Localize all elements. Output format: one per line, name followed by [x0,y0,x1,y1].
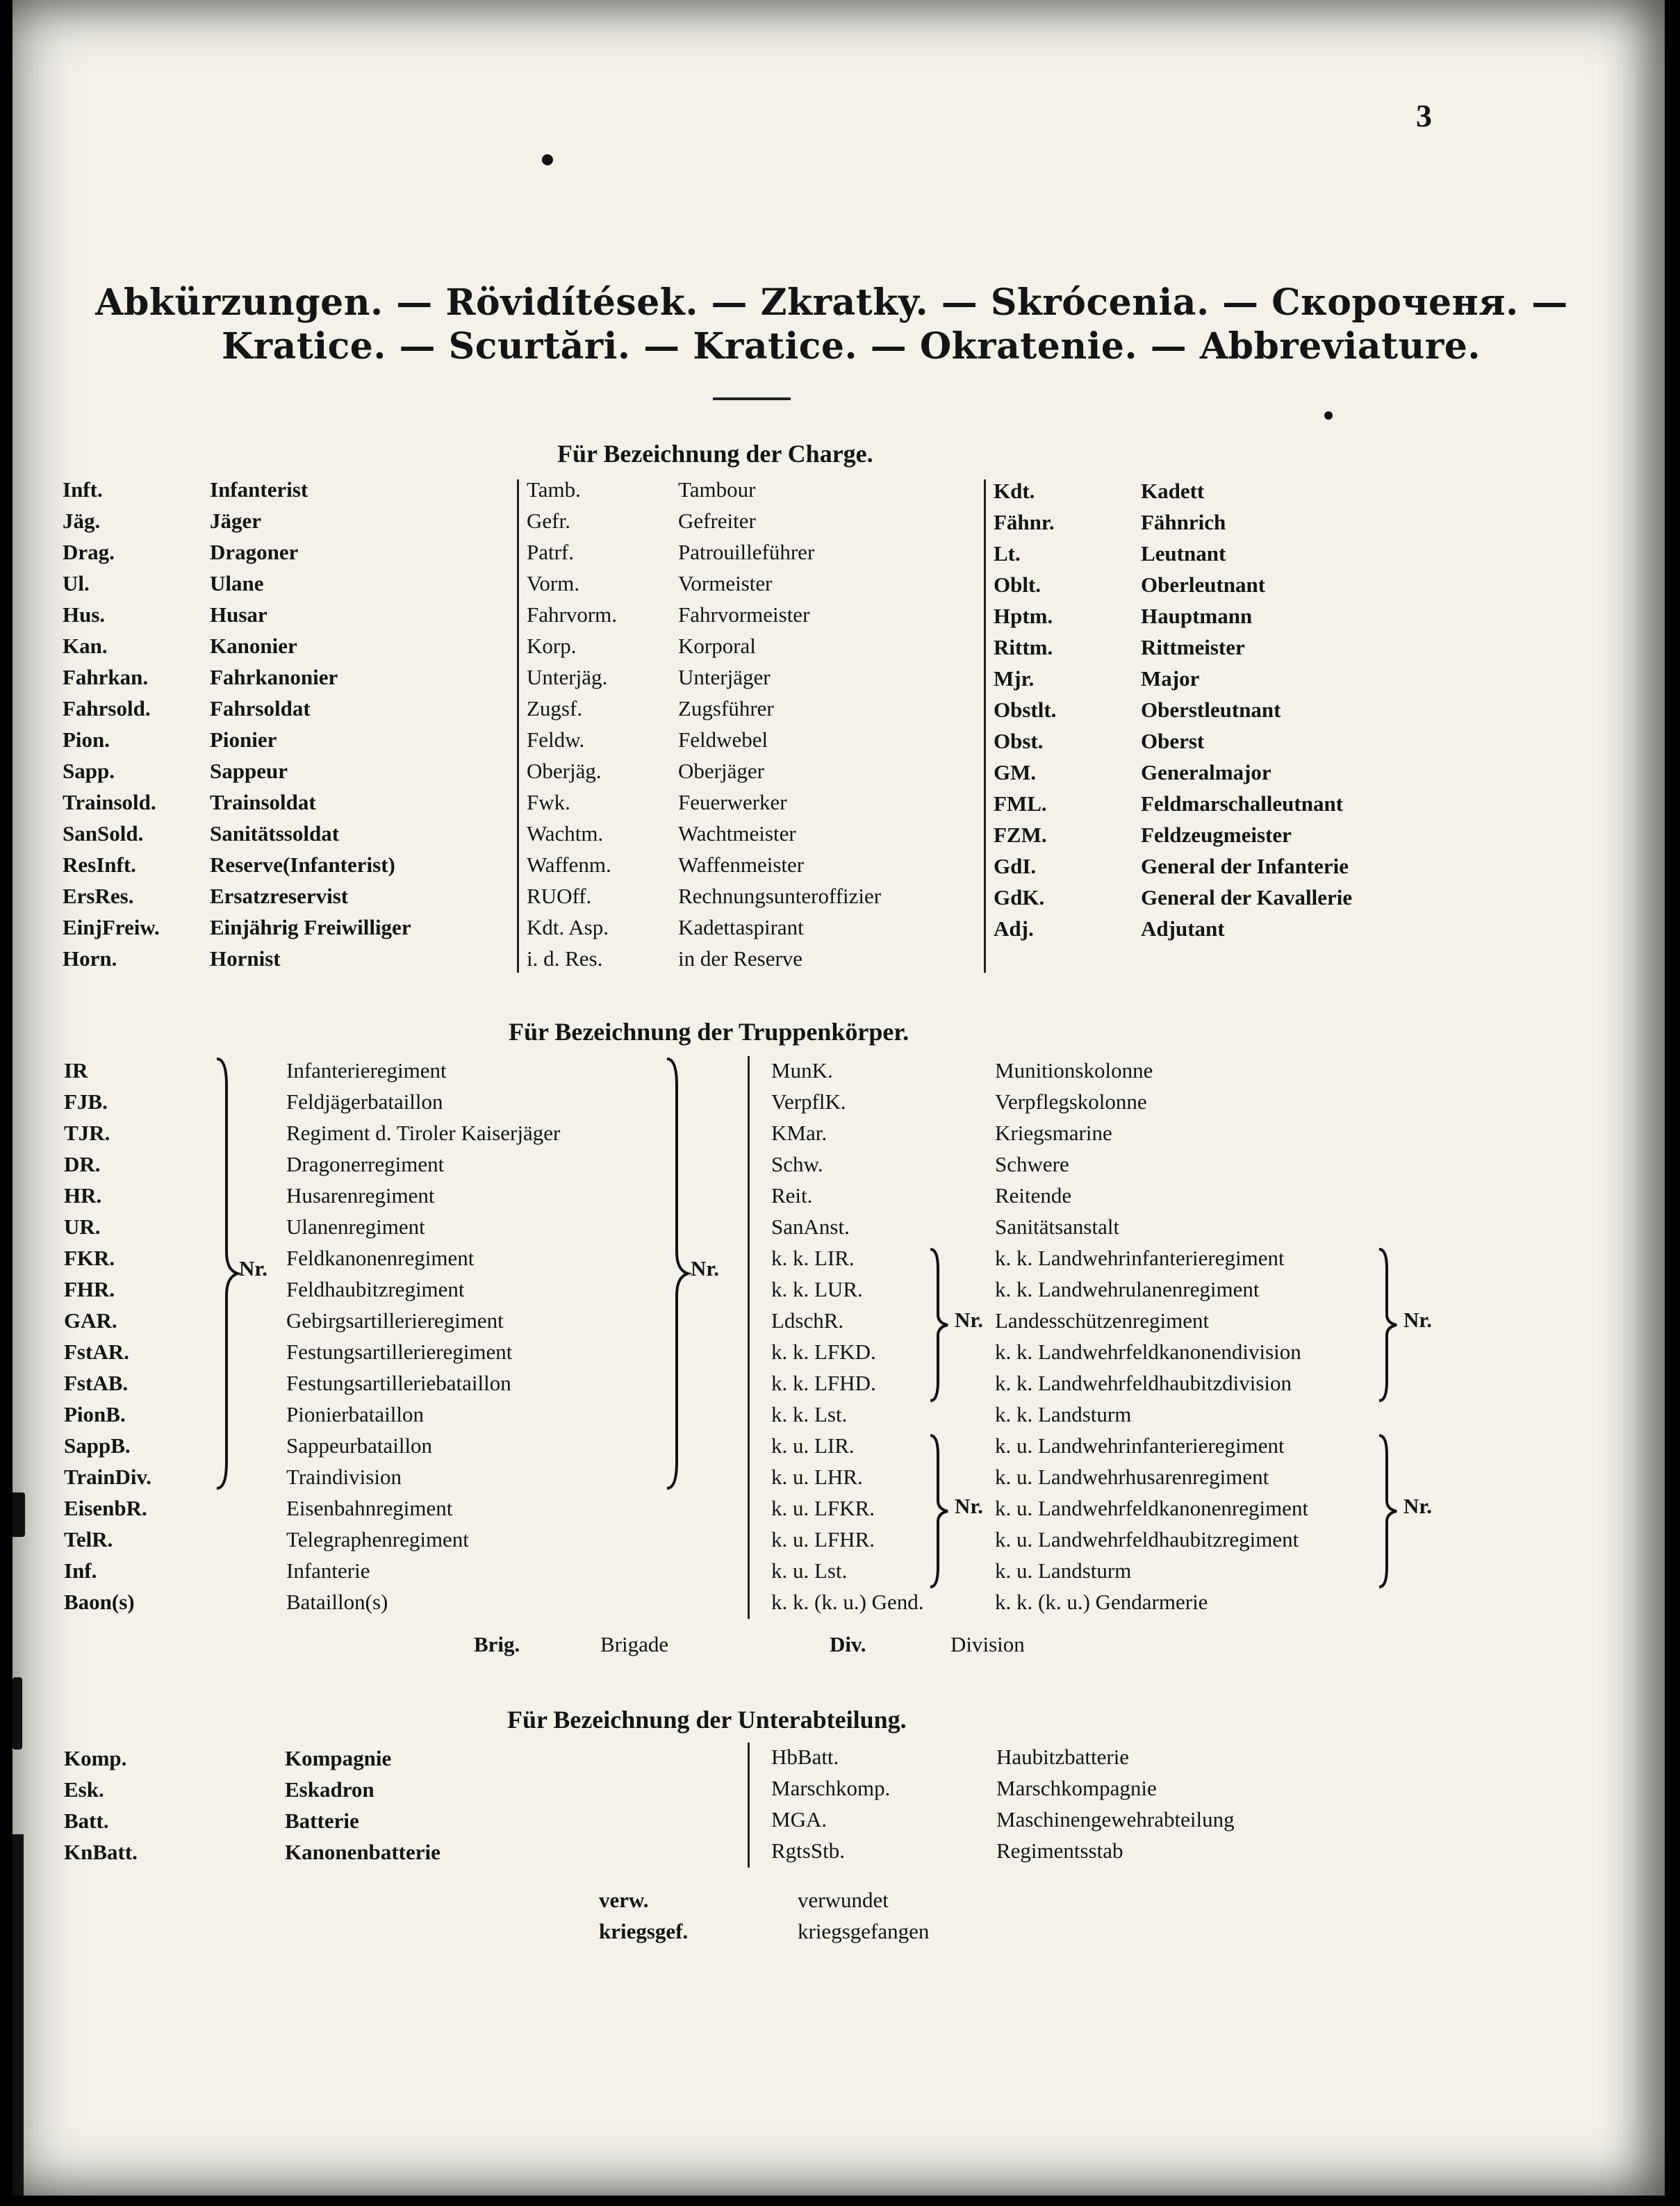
unter-right-abbr: HbBatt. [771,1745,839,1769]
brace-left-group [214,1057,242,1490]
charge-col2-abbr: Fahrvorm. [527,602,618,627]
truppen-right-abbr: k. u. LHR. [771,1465,863,1489]
truppen-left-abbr: HR. [64,1183,102,1208]
charge-col1-meaning: Sappeur [210,759,288,783]
truppen-right-abbr: Reit. [771,1183,813,1208]
truppen-right-abbr: k. k. LFHD. [771,1371,876,1395]
truppen-left-meaning: Festungsartilleriebataillon [286,1371,511,1395]
charge-col1-abbr: EinjFreiw. [63,915,160,939]
truppen-left-abbr: EisenbR. [64,1496,147,1520]
charge-col3-abbr: GM. [994,760,1037,784]
charge-col2-abbr: Unterjäg. [527,665,608,689]
charge-col1-abbr: Drag. [63,540,115,564]
nr-label: Nr. [239,1256,268,1281]
charge-col2-meaning: Vormeister [678,571,773,595]
nr-label: Nr. [691,1256,720,1281]
charge-col3-abbr: Lt. [994,541,1021,566]
charge-col3-meaning: Oberst [1141,729,1205,753]
truppen-right-meaning: k. k. (k. u.) Gendarmerie [995,1590,1208,1614]
charge-col3-abbr: Obst. [994,729,1044,753]
binding-mark [13,1492,25,1537]
truppen-left-meaning: Feldhaubitzregiment [286,1277,465,1301]
brace-ku-group [928,1434,952,1588]
charge-col1-meaning: Dragoner [210,540,299,564]
truppen-right-meaning: Munitionskolonne [995,1058,1153,1083]
charge-col2-meaning: Unterjäger [678,665,771,689]
charge-col2-abbr: Gefr. [527,509,570,533]
truppen-left-abbr: FstAB. [64,1371,129,1395]
truppen-right-abbr: k. k. (k. u.) Gend. [771,1590,924,1614]
truppen-left-abbr: FKR. [64,1246,115,1270]
truppen-right-meaning: k. u. Landwehrhusarenregiment [995,1465,1269,1489]
truppen-right-meaning: Sanitätsanstalt [995,1215,1120,1239]
truppen-right-meaning: k. u. Landsturm [995,1558,1132,1583]
truppen-right-abbr: VerpflK. [771,1089,846,1114]
charge-col1-abbr: Jäg. [63,509,101,533]
nr-label: Nr. [1403,1308,1433,1332]
unter-left-abbr: Batt. [64,1809,109,1833]
charge-col2-meaning: Fahrvormeister [678,602,810,627]
truppen-left-abbr: Inf. [64,1558,97,1583]
charge-col1-abbr: Hus. [63,602,106,627]
charge-col1-meaning: Ersatzreservist [210,884,349,908]
truppen-right-abbr: k. k. LFKD. [771,1340,876,1364]
unter-extra-abbr: verw. [599,1888,649,1912]
unter-right-abbr: RgtsStb. [771,1838,845,1863]
binding-mark [13,1834,24,2196]
unter-extra-meaning: verwundet [798,1888,889,1912]
truppen-left-meaning: Telegraphenregiment [286,1527,469,1551]
unter-right-meaning: Marschkompagnie [996,1776,1157,1800]
nr-label: Nr. [955,1494,984,1518]
document-page [13,0,1665,2196]
unter-extra-abbr: kriegsgef. [599,1919,689,1943]
truppen-right-meaning: Verpflegskolonne [995,1089,1147,1114]
unter-extra-meaning: kriegsgefangen [798,1919,930,1943]
truppen-left-abbr: FstAR. [64,1340,129,1364]
charge-col2-abbr: Zugsf. [527,696,583,721]
truppen-right-abbr: SanAnst. [771,1215,850,1239]
charge-col3-meaning: Fähnrich [1141,510,1226,534]
truppen-left-abbr: TJR. [64,1121,110,1145]
truppen-right-meaning: k. k. Landwehrulanenregiment [995,1277,1260,1301]
unter-left-meaning: Kanonenbatterie [285,1840,440,1864]
truppen-left-abbr: IR [64,1058,88,1083]
charge-col1-meaning: Infanterist [210,477,308,502]
truppen-right-abbr: MunK. [771,1058,833,1083]
truppen-right-meaning: k. k. Landsturm [995,1402,1132,1426]
brace-middle-group [664,1057,692,1490]
truppen-right-abbr: LdschR. [771,1308,844,1333]
charge-col3-abbr: Fähnr. [994,510,1055,534]
truppen-right-abbr: k. u. LIR. [771,1433,855,1458]
charge-col2-meaning: Tambour [678,477,756,502]
charge-col1-meaning: Trainsoldat [210,790,316,814]
title-line-1: Abkürzungen. — Rövidítések. — Zkratky. — Skrócenia. — Скороченя. — [95,281,1568,324]
truppen-left-meaning: Sappeurbataillon [286,1433,433,1458]
charge-col1-meaning: Hornist [210,946,281,971]
charge-col3-meaning: Kadett [1141,479,1205,503]
charge-col1-abbr: SanSold. [63,821,144,846]
ink-speck [1324,411,1333,420]
charge-col2-meaning: Wachtmeister [678,821,796,846]
charge-col2-abbr: Feldw. [527,727,585,752]
charge-col2-abbr: Tamb. [527,477,581,502]
truppen-left-abbr: UR. [64,1215,101,1239]
unter-right-meaning: Haubitzbatterie [996,1745,1130,1769]
charge-col1-meaning: Jäger [210,509,262,533]
charge-col1-meaning: Einjährig Freiwilliger [210,915,411,939]
truppen-left-meaning: Feldkanonenregiment [286,1246,475,1270]
charge-col2-meaning: Waffenmeister [678,853,805,877]
section-heading-charge: Für Bezeichnung der Charge. [557,440,873,468]
charge-col1-abbr: Kan. [63,634,108,658]
truppen-right-abbr: k. u. LFKR. [771,1496,875,1520]
charge-col3-abbr: Rittm. [994,635,1053,659]
charge-col1-meaning: Husar [210,602,267,627]
unter-left-meaning: Eskadron [285,1777,374,1802]
charge-col3-abbr: Mjr. [994,666,1035,691]
charge-col3-meaning: Feldzeugmeister [1141,823,1292,847]
charge-col1-meaning: Reserve(Infanterist) [210,853,395,877]
title-rule [713,397,791,400]
charge-col3-meaning: Oberleutnant [1141,573,1266,597]
truppen-left-meaning: Dragonerregiment [286,1152,445,1176]
charge-col2-abbr: Oberjäg. [527,759,602,783]
nr-label: Nr. [955,1308,984,1332]
truppen-left-meaning: Bataillon(s) [286,1590,388,1614]
truppen-right-abbr: k. u. LFHR. [771,1527,875,1551]
truppen-left-meaning: Infanterie [286,1558,370,1583]
brace-kk-name-group [1377,1248,1401,1402]
charge-col2-meaning: Rechnungsunteroffizier [678,884,882,908]
truppen-right-abbr: KMar. [771,1121,827,1145]
truppen-left-meaning: Traindivision [286,1465,402,1489]
brig-full: Brigade [600,1632,669,1656]
charge-col1-abbr: ResInft. [63,853,136,877]
charge-col2-abbr: Kdt. Asp. [527,915,609,939]
charge-col2-abbr: i. d. Res. [527,946,603,971]
unter-right-abbr: Marschkomp. [771,1776,891,1800]
nr-label: Nr. [1403,1494,1433,1518]
charge-col1-abbr: Fahrkan. [63,665,149,689]
charge-col2-meaning: in der Reserve [678,946,803,971]
charge-col1-abbr: Fahrsold. [63,696,151,721]
truppen-right-abbr: Schw. [771,1152,823,1176]
page-number: 3 [1416,98,1432,133]
charge-col3-abbr: FZM. [994,823,1047,847]
charge-col2-meaning: Feldwebel [678,727,768,752]
charge-col3-abbr: Kdt. [994,479,1035,503]
truppen-left-abbr: PionB. [64,1402,126,1426]
truppen-left-abbr: TelR. [64,1527,113,1551]
truppen-left-abbr: GAR. [64,1308,117,1333]
truppen-left-meaning: Eisenbahnregiment [286,1496,453,1520]
truppen-left-abbr: TrainDiv. [64,1465,152,1489]
charge-col1-meaning: Sanitätssoldat [210,821,340,846]
truppen-right-meaning: Reitende [995,1183,1072,1208]
charge-col2-abbr: Wachtm. [527,821,604,846]
truppen-left-abbr: DR. [64,1152,101,1176]
charge-col3-abbr: Adj. [994,916,1034,941]
column-divider [517,479,519,973]
charge-col2-abbr: Korp. [527,634,577,658]
column-divider [748,1743,750,1868]
charge-col2-abbr: Patrf. [527,540,575,564]
charge-col1-abbr: ErsRes. [63,884,134,908]
charge-col3-abbr: GdI. [994,854,1037,878]
brace-kk-group [928,1248,952,1402]
section-heading-truppen: Für Bezeichnung der Truppenkörper. [509,1018,909,1046]
truppen-right-meaning: Schwere [995,1152,1069,1176]
unter-right-abbr: MGA. [771,1807,827,1832]
brace-ku-name-group [1377,1434,1401,1588]
charge-col3-abbr: Obstlt. [994,698,1057,722]
truppen-left-abbr: FJB. [64,1089,108,1114]
truppen-right-abbr: k. k. LIR. [771,1246,855,1270]
charge-col2-meaning: Patrouilleführer [678,540,815,564]
charge-col2-abbr: Fwk. [527,790,570,814]
charge-col3-meaning: Generalmajor [1141,760,1271,784]
charge-col2-abbr: RUOff. [527,884,592,908]
truppen-right-meaning: k. u. Landwehrfeldkanonenregiment [995,1496,1309,1520]
truppen-left-abbr: SappB. [64,1433,131,1458]
truppen-left-abbr: FHR. [64,1277,115,1301]
charge-col3-abbr: Hptm. [994,604,1053,628]
charge-col3-abbr: FML. [994,791,1047,816]
charge-col3-meaning: Leutnant [1141,541,1226,566]
charge-col3-meaning: General der Kavallerie [1141,885,1353,909]
truppen-right-meaning: k. k. Landwehrfeldkanonendivision [995,1340,1301,1364]
unter-left-meaning: Kompagnie [285,1746,392,1770]
charge-col3-meaning: Oberstleutnant [1141,698,1281,722]
charge-col3-meaning: Feldmarschalleutnant [1141,791,1344,816]
binding-mark [13,1677,22,1750]
charge-col1-meaning: Fahrsoldat [210,696,311,721]
truppen-right-meaning: Kriegsmarine [995,1121,1112,1145]
charge-col3-abbr: Oblt. [994,573,1041,597]
section-heading-unter: Für Bezeichnung der Unterabteilung. [507,1706,907,1734]
charge-col1-meaning: Ulane [210,571,264,595]
truppen-right-abbr: k. u. Lst. [771,1558,848,1583]
charge-col1-abbr: Ul. [63,571,90,595]
truppen-right-abbr: k. k. LUR. [771,1277,863,1301]
charge-col3-meaning: Adjutant [1141,916,1225,941]
unter-left-abbr: Esk. [64,1777,104,1802]
charge-col2-meaning: Oberjäger [678,759,764,783]
charge-col1-abbr: Horn. [63,946,117,971]
charge-col2-abbr: Waffenm. [527,853,611,877]
truppen-left-meaning: Feldjägerbataillon [286,1089,443,1114]
charge-col2-abbr: Vorm. [527,571,580,595]
charge-col2-meaning: Kadettaspirant [678,915,804,939]
charge-col3-abbr: GdK. [994,885,1045,909]
truppen-left-meaning: Husarenregiment [286,1183,435,1208]
column-divider [984,479,986,973]
unter-left-abbr: KnBatt. [64,1840,138,1864]
charge-col2-meaning: Feuerwerker [678,790,787,814]
charge-col1-abbr: Trainsold. [63,790,156,814]
title-line-2: Kratice. — Scurtări. — Kratice. — Okratenie. — Abbreviature. [222,325,1481,368]
unter-right-meaning: Regimentsstab [996,1838,1123,1863]
charge-col3-meaning: Major [1141,666,1200,691]
truppen-left-meaning: Regiment d. Tiroler Kaiserjäger [286,1121,561,1145]
unter-left-meaning: Batterie [285,1809,359,1833]
column-divider [748,1056,750,1619]
charge-col2-meaning: Korporal [678,634,756,658]
unter-left-abbr: Komp. [64,1746,127,1770]
truppen-left-meaning: Pionierbataillon [286,1402,425,1426]
charge-col3-meaning: General der Infanterie [1141,854,1349,878]
div-full: Division [950,1632,1025,1656]
ink-speck [542,154,553,165]
truppen-left-meaning: Festungsartillerieregiment [286,1340,513,1364]
charge-col2-meaning: Gefreiter [678,509,756,533]
brig-abbr: Brig. [474,1632,520,1656]
charge-col1-meaning: Pionier [210,727,277,752]
charge-col1-meaning: Fahrkanonier [210,665,338,689]
truppen-right-meaning: k. k. Landwehrfeldhaubitzdivision [995,1371,1292,1395]
truppen-left-abbr: Baon(s) [64,1590,135,1614]
unter-right-meaning: Maschinengewehrabteilung [996,1807,1235,1832]
truppen-right-abbr: k. k. Lst. [771,1402,848,1426]
charge-col1-abbr: Pion. [63,727,110,752]
truppen-right-meaning: k. u. Landwehrinfanterieregiment [995,1433,1285,1458]
div-abbr: Div. [830,1632,866,1656]
truppen-left-meaning: Infanterieregiment [286,1058,447,1083]
truppen-right-meaning: Landesschützenregiment [995,1308,1210,1333]
charge-col1-abbr: Sapp. [63,759,115,783]
charge-col3-meaning: Hauptmann [1141,604,1253,628]
truppen-right-meaning: k. k. Landwehrinfanterieregiment [995,1246,1285,1270]
charge-col3-meaning: Rittmeister [1141,635,1245,659]
truppen-left-meaning: Ulanenregiment [286,1215,425,1239]
charge-col1-meaning: Kanonier [210,634,297,658]
truppen-right-meaning: k. u. Landwehrfeldhaubitzregiment [995,1527,1299,1551]
charge-col2-meaning: Zugsführer [678,696,774,721]
charge-col1-abbr: Inft. [63,477,103,502]
truppen-left-meaning: Gebirgsartillerieregiment [286,1308,504,1333]
